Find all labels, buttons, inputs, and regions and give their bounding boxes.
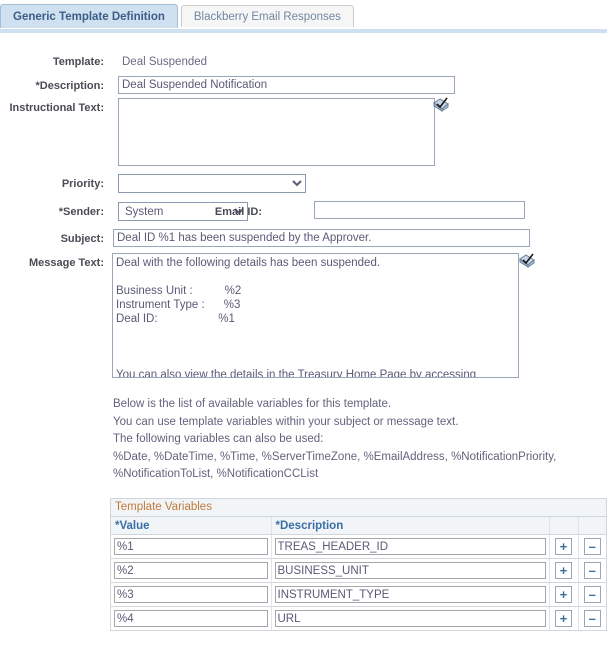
help-line-2: You can use template variables within your subject or message text. — [113, 415, 459, 428]
tab-label: Generic Template Definition — [13, 11, 165, 23]
cell-add — [549, 535, 578, 559]
message-text-textarea[interactable] — [112, 253, 519, 378]
variable-value-input[interactable] — [114, 538, 268, 555]
cell-description — [271, 583, 549, 607]
template-value: Deal Suspended — [122, 56, 208, 68]
cell-add — [549, 583, 578, 607]
cell-description — [271, 535, 549, 559]
column-header-value: *Value — [111, 517, 271, 535]
add-row-button[interactable]: + — [555, 586, 572, 603]
variable-description-input[interactable] — [275, 610, 546, 627]
table-row — [111, 535, 606, 559]
cell-value — [111, 583, 271, 607]
template-variables-table — [111, 517, 606, 631]
help-line-4: %Date, %DateTime, %Time, %ServerTimeZone, %EmailAddress, %NotificationPriority, — [113, 450, 557, 463]
cell-value — [111, 607, 271, 631]
priority-label: Priority: — [61, 178, 104, 190]
help-line-5: %NotificationToList, %NotificationCCList — [113, 468, 319, 480]
variable-value-input[interactable] — [114, 610, 268, 627]
add-row-button[interactable]: + — [555, 562, 572, 579]
instructional-text-label: Instructional Text: — [9, 102, 104, 114]
table-row — [111, 583, 606, 607]
table-row — [111, 559, 606, 583]
grid-title: Template Variables — [111, 499, 606, 517]
add-row-button[interactable]: + — [555, 538, 572, 555]
cell-value — [111, 535, 271, 559]
help-line-3: The following variables can also be used: — [113, 433, 324, 445]
delete-row-button[interactable]: – — [584, 586, 601, 603]
tab-blackberry-email-responses[interactable] — [181, 5, 354, 27]
sender-label: *Sender: — [58, 206, 104, 218]
email-id-input[interactable] — [314, 201, 525, 219]
description-label: *Description: — [35, 80, 104, 92]
variables-help-text — [113, 396, 593, 484]
cell-add — [549, 607, 578, 631]
subject-input[interactable] — [113, 229, 530, 247]
column-header-description: *Description — [271, 517, 549, 535]
column-header-add — [549, 517, 578, 535]
help-line-1: Below is the list of available variables for this template. — [113, 398, 392, 410]
delete-row-button[interactable]: – — [584, 562, 601, 579]
description-input[interactable] — [118, 76, 455, 94]
cell-add — [549, 559, 578, 583]
cell-remove — [578, 559, 606, 583]
table-row — [111, 607, 606, 631]
tab-generic-template-definition[interactable] — [0, 4, 178, 28]
cell-description — [271, 559, 549, 583]
spellcheck-icon[interactable] — [433, 97, 450, 113]
template-variables-grid — [110, 498, 607, 631]
table-header-row — [111, 517, 606, 535]
delete-row-button[interactable]: – — [584, 610, 601, 627]
cell-remove — [578, 607, 606, 631]
tab-underline — [0, 29, 607, 33]
variable-description-input[interactable] — [275, 562, 546, 579]
template-label: Template: — [52, 56, 104, 68]
variable-description-input[interactable] — [275, 586, 546, 603]
variable-value-input[interactable] — [114, 586, 268, 603]
tab-bar — [0, 4, 607, 34]
email-id-label: Email ID: — [214, 206, 262, 218]
column-header-remove — [578, 517, 606, 535]
add-row-button[interactable]: + — [555, 610, 572, 627]
cell-description — [271, 607, 549, 631]
variable-value-input[interactable] — [114, 562, 268, 579]
spellcheck-icon[interactable] — [519, 253, 536, 269]
message-text-label: Message Text: — [29, 257, 104, 269]
subject-label: Subject: — [60, 233, 104, 245]
tab-label: Blackberry Email Responses — [193, 11, 341, 23]
priority-select[interactable] — [118, 174, 306, 193]
cell-value — [111, 559, 271, 583]
table-body — [111, 535, 606, 631]
cell-remove — [578, 535, 606, 559]
variable-description-input[interactable] — [275, 538, 546, 555]
cell-remove — [578, 583, 606, 607]
instructional-text-textarea[interactable] — [118, 98, 435, 166]
delete-row-button[interactable]: – — [584, 538, 601, 555]
